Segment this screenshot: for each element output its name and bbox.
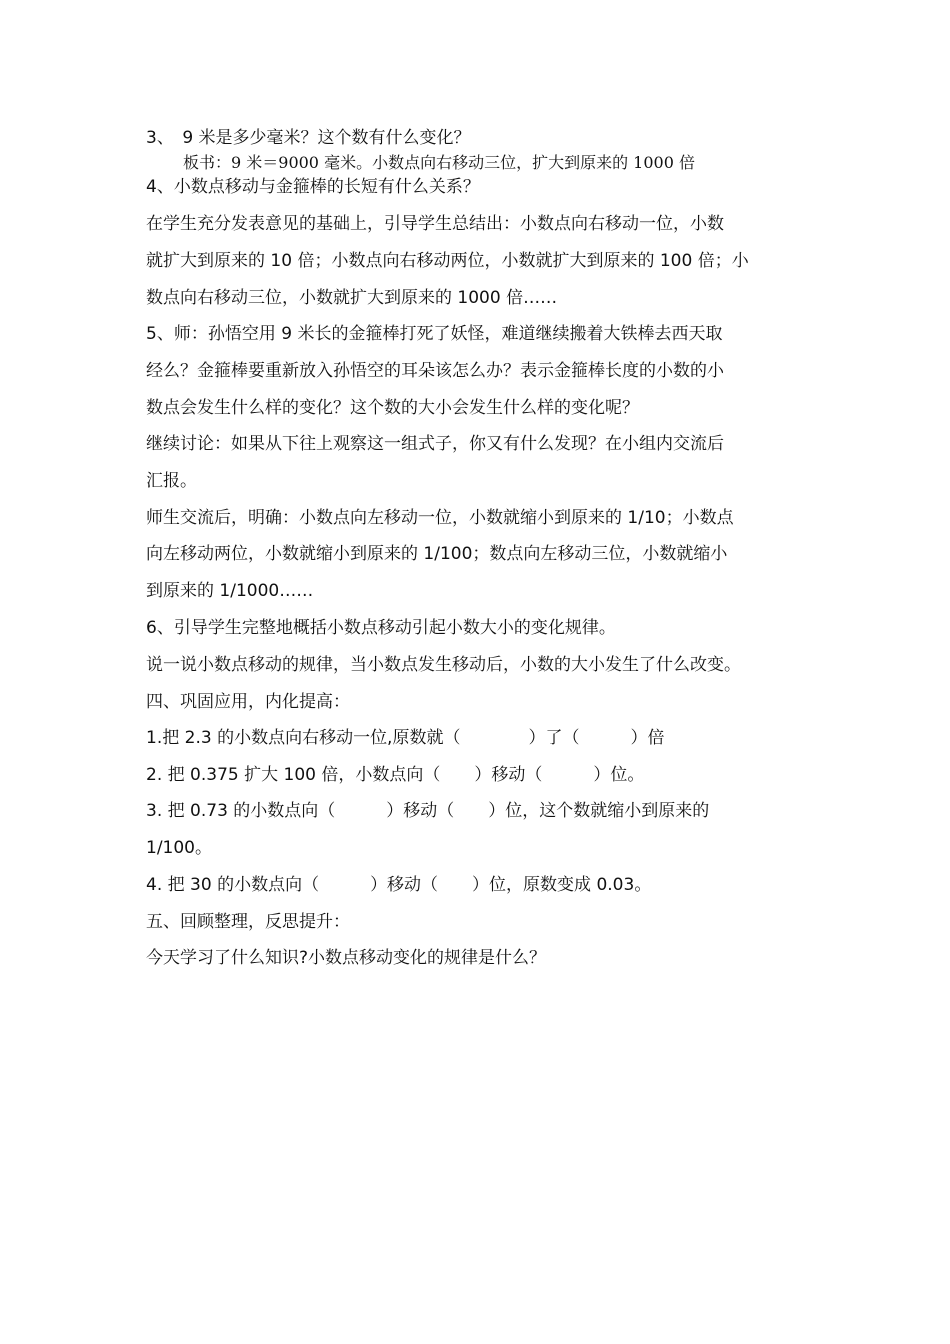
- section-5-heading: 五、回顾整理，反思提升：: [146, 912, 350, 932]
- discussion-line-2: 汇报。: [146, 471, 197, 491]
- question-4-line: 4、小数点移动与金箍棒的长短有什么关系？: [146, 177, 480, 197]
- conclusion-line-3: 到原来的 1/1000……: [146, 581, 314, 601]
- rule-prompt-line: 说一说小数点移动的规律，当小数点发生移动后，小数的大小发生了什么改变。: [146, 655, 741, 675]
- question-5-line-2: 经么？金箍棒要重新放入孙悟空的耳朵该怎么办？表示金箍棒长度的小数的小: [146, 361, 724, 381]
- summary-line-3: 数点向右移动三位，小数就扩大到原来的 1000 倍……: [146, 288, 558, 308]
- conclusion-line-1: 师生交流后，明确：小数点向左移动一位，小数就缩小到原来的 1/10；小数点: [146, 508, 734, 528]
- summary-line-2: 就扩大到原来的 10 倍；小数点向右移动两位，小数就扩大到原来的 100 倍；小: [146, 251, 749, 271]
- blackboard-note-line: 板书：9 米＝9000 毫米。小数点向右移动三位，扩大到原来的 1000 倍: [183, 153, 695, 172]
- summary-line-1: 在学生充分发表意见的基础上，引导学生总结出：小数点向右移动一位，小数: [146, 214, 724, 234]
- section-4-heading: 四、巩固应用，内化提高：: [146, 692, 350, 712]
- exercise-4-line: 4. 把 30 的小数点向（ ）移动（ ）位，原数变成 0.03。: [146, 875, 652, 895]
- exercise-1-line: 1.把 2.3 的小数点向右移动一位,原数就（ ）了（ ）倍: [146, 728, 665, 748]
- exercise-3-line-2: 1/100。: [146, 838, 212, 858]
- exercise-3-line-1: 3. 把 0.73 的小数点向（ ）移动（ ）位，这个数就缩小到原来的: [146, 801, 710, 821]
- discussion-line-1: 继续讨论：如果从下往上观察这一组式子，你又有什么发现？在小组内交流后: [146, 434, 724, 454]
- conclusion-line-2: 向左移动两位，小数就缩小到原来的 1/100；数点向左移动三位，小数就缩小: [146, 544, 728, 564]
- exercise-2-line: 2. 把 0.375 扩大 100 倍，小数点向（ ）移动（ ）位。: [146, 765, 645, 785]
- question-3-line: 3、 9 米是多少毫米？这个数有什么变化？: [146, 128, 471, 148]
- question-5-line-3: 数点会发生什么样的变化？这个数的大小会发生什么样的变化呢？: [146, 398, 639, 418]
- question-6-line: 6、引导学生完整地概括小数点移动引起小数大小的变化规律。: [146, 618, 616, 638]
- review-question-line: 今天学习了什么知识?小数点移动变化的规律是什么？: [146, 948, 547, 968]
- question-5-line-1: 5、师：孙悟空用 9 米长的金箍棒打死了妖怪，难道继续搬着大铁棒去西天取: [146, 324, 723, 344]
